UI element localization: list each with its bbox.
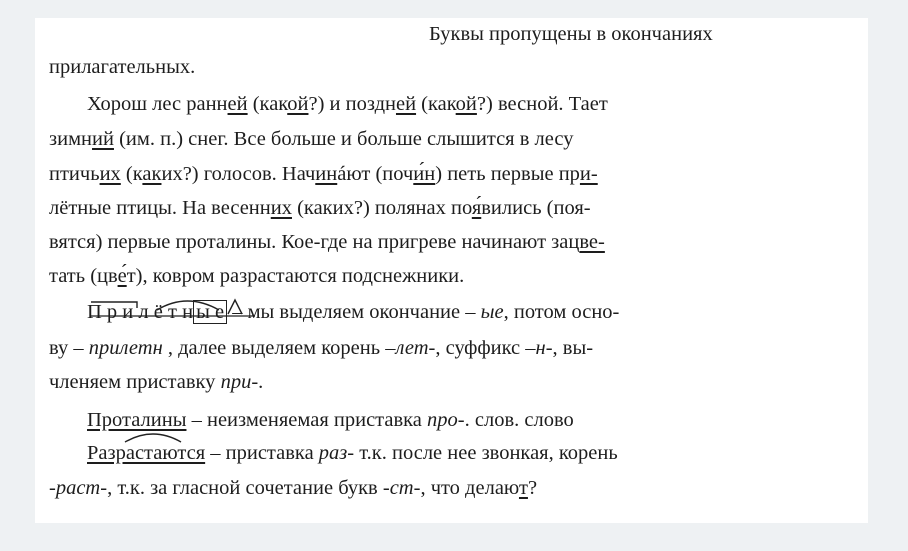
scanned-page xyxy=(35,18,868,523)
text-line: птичьих (каких?) голосов. Начинáют (почи́н) петь первые при- xyxy=(49,163,598,185)
text-line: членяем приставку при-. xyxy=(49,371,264,393)
text-line: лётные птицы. На весенних (каких?) полянах поя́вились (поя- xyxy=(49,197,591,219)
text-line: П р и л ё т н ы е – мы выделяем окончание – ые, потом осно- xyxy=(87,301,620,323)
text-line: тать (цве́т), ковром разрастаются подснежники. xyxy=(49,265,465,287)
text-line: зимний (им. п.) снег. Все больше и больше слышится в лесу xyxy=(49,128,574,150)
text-line: ву – прилетн , далее выделяем корень –лет-, суффикс –н-, вы- xyxy=(49,337,594,359)
text-line: Разрастаются – приставка раз- т.к. после нее звонкая, корень xyxy=(87,442,618,464)
word-suffix: н xyxy=(182,301,194,323)
text-line: Хорош лес ранней (какой?) и поздней (какой?) весной. Тает xyxy=(87,93,608,115)
text-line: Проталины – неизменяемая приставка про-. слов. слово xyxy=(87,409,574,431)
word-ending-box: ы е xyxy=(193,300,227,324)
text-line: прилагательных. xyxy=(49,56,196,78)
word-prefix: П р и xyxy=(87,301,134,323)
text-line: -раст-, т.к. за гласной сочетание букв -ст-, что делают? xyxy=(49,477,538,499)
text-line: вятся) первые проталины. Кое-где на пригреве начинают зацве- xyxy=(49,231,605,253)
word-root: л ё т xyxy=(138,301,177,323)
text-line: Буквы пропущены в окончаниях xyxy=(429,23,713,45)
